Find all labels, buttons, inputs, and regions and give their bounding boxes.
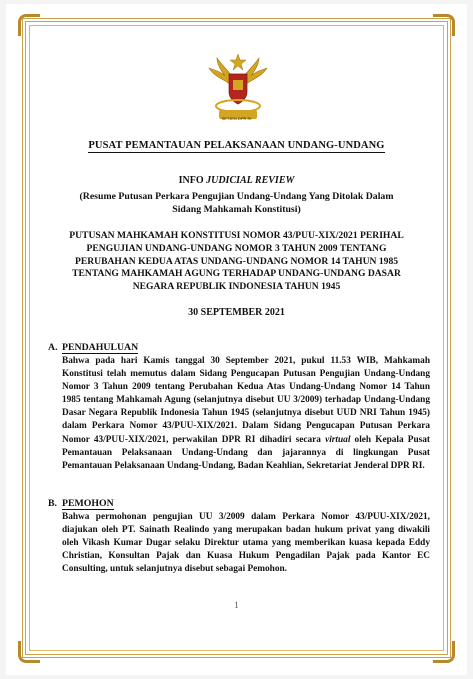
section-heading: B. PEMOHON [48, 498, 114, 509]
section-heading: A. PENDAHULUAN [48, 342, 139, 353]
corner-ornament [433, 14, 455, 36]
corner-ornament [433, 641, 455, 663]
document-page [6, 4, 467, 675]
corner-ornament [18, 14, 40, 36]
section-pemohon [48, 498, 430, 576]
section-pendahuluan [48, 342, 430, 473]
agency-heading: PUSAT PEMANTAUAN PELAKSANAAN UNDANG-UNDANG [88, 140, 385, 151]
corner-ornament [18, 641, 40, 663]
decision-date: 30 SEPTEMBER 2021 [188, 307, 285, 318]
info-subtitle: (Resume Putusan Perkara Pengujian Undang-Undang Yang Ditolak Dalam Sidang Mahkamah Konstitusi) [79, 191, 394, 215]
section-body: Bahwa permohonan pengujian UU 3/2009 dalam Perkara Nomor 43/PUU-XIX/2021, diajukan oleh PT. Sainath Realindo yang merupakan badan hukum privat yang diwakili oleh Vikash Kumar Dugar selaku Direktur utama yang memberikan kuasa kepada Eddy Christian, Konsultan Pajak dan Kuasa Hukum Pengadilan Pajak pada Kantor EC Consulting, untuk selanjutnya disebut sebagai Pemohon. [62, 512, 430, 575]
logo-caption: SETJEN DPR RI [221, 116, 252, 121]
section-body: Bahwa pada hari Kamis tanggal 30 September 2021, pukul 11.53 WIB, Mahkamah Konstitusi telah memutus dalam Sidang Pengucapan Putusan Pengujian Undang-Undang Nomor 3 Tahun 2009 tentang Perubahan Kedua Atas Undang-Undang Nomor 14 Tahun 1985 tentang Mahkamah Agung (selanjutnya disebut UU 3/2009) terhadap Undang-Undang Dasar Negara Republik Indonesia Tahun 1945 (selanjutnya disebut UUD NRI Tahun 1945) dalam Perkara Nomor 43/PUU-XIX/2021. Dalam Sidang Pengucapan Putusan Perkara Nomor 43/PUU-XIX/2021, perwakilan DPR RI dihadiri secara virtual oleh Kepala Pusat Pemantauan Pelaksanaan Undang-Undang dan jajarannya di lingkungan Pusat Pemantauan Pelaksanaan Undang-Undang, Badan Keahlian, Sekretariat Jenderal DPR RI. [62, 356, 430, 471]
decision-title: PUTUSAN MAHKAMAH KONSTITUSI NOMOR 43/PUU-XIX/2021 PERIHAL PENGUJIAN UNDANG-UNDANG NOMOR 3 TAHUN 2009 TENTANG PERUBAHAN KEDUA ATAS UNDANG-UNDANG NOMOR 14 TAHUN 1985 TENTANG MAHKAMAH AGUNG TERHADAP UNDANG-UNDANG DASAR NEGARA REPUBLIK INDONESIA TAHUN 1945 [69, 230, 404, 293]
dpr-emblem-logo [205, 50, 271, 126]
info-title: INFO JUDICIAL REVIEW [178, 175, 295, 186]
page-number: 1 [234, 600, 239, 610]
